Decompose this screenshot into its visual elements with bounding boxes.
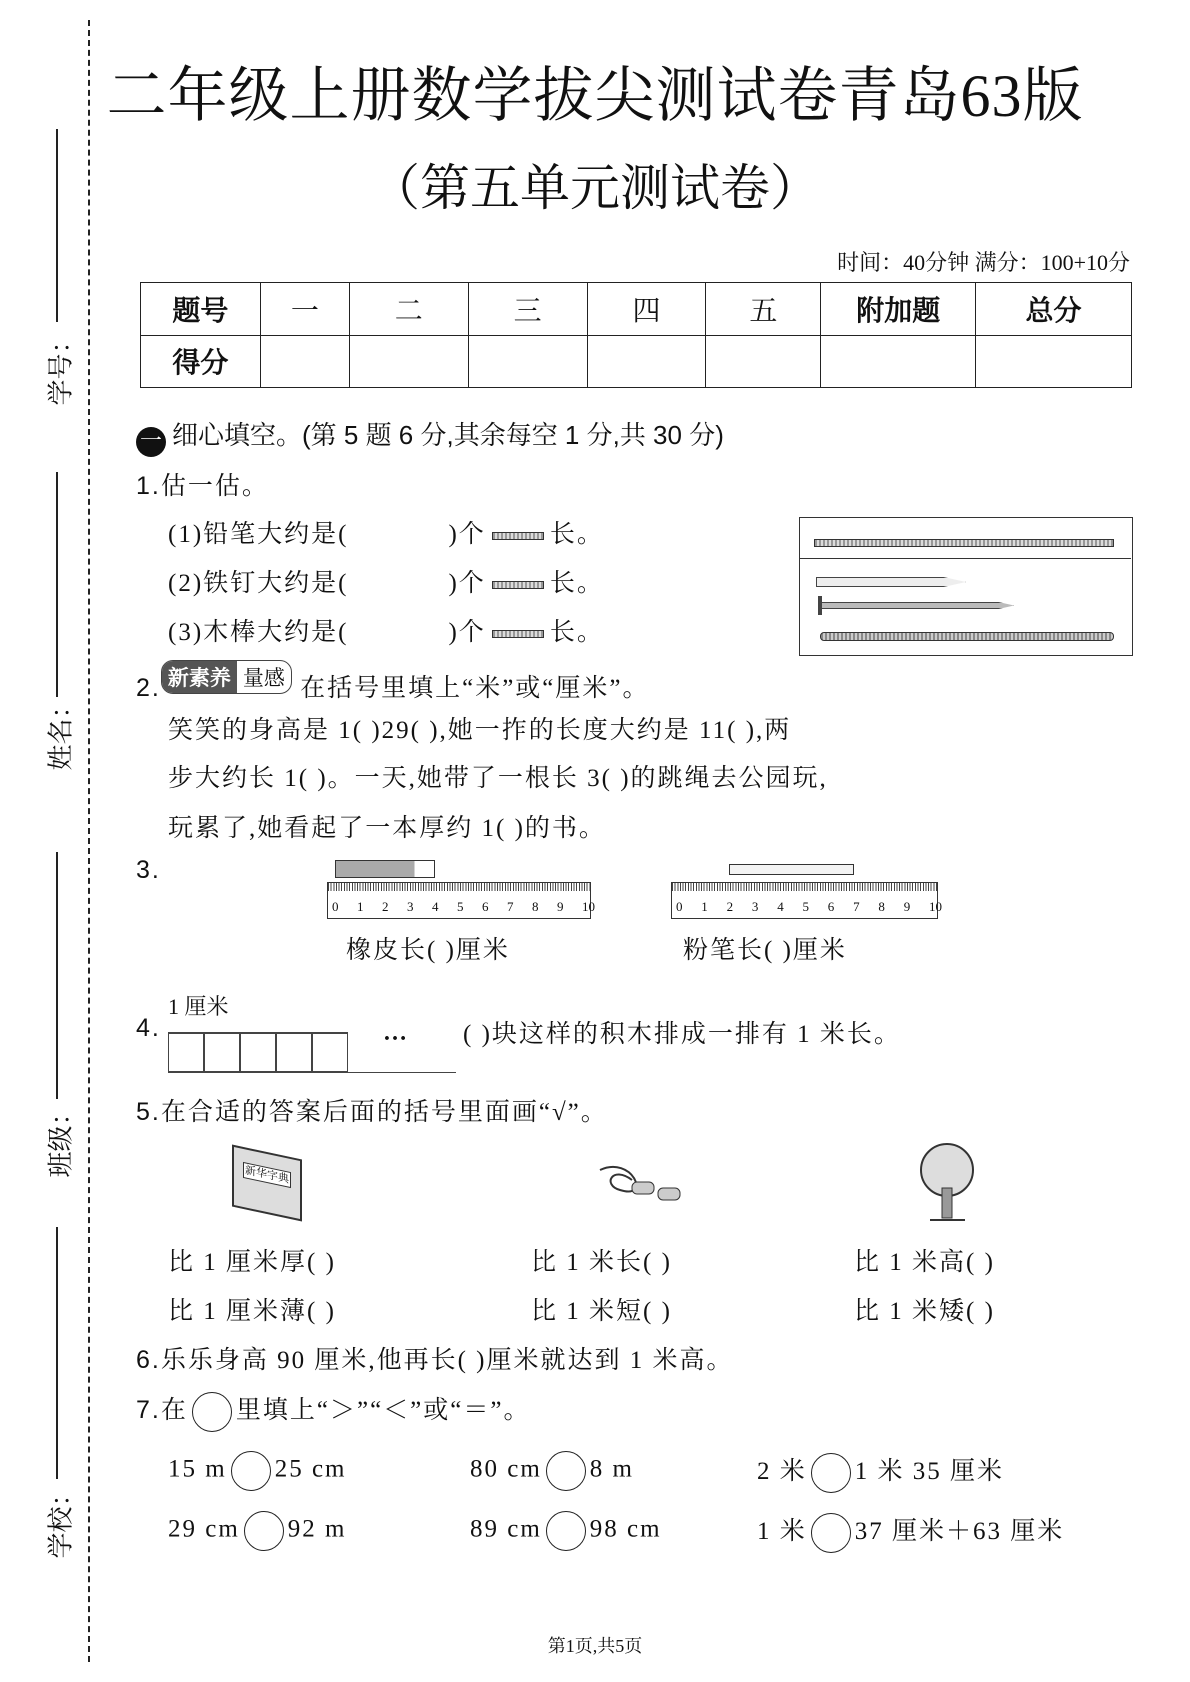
ruler-tick-label: 1 xyxy=(357,899,364,914)
q6 xyxy=(136,1340,734,1376)
q1-item-end: 长。 xyxy=(549,570,604,597)
answer-circle[interactable] xyxy=(244,1511,284,1551)
binding-dotted-line xyxy=(88,20,90,1662)
q2-line: 笑笑的身高是 1( )29( ),她一拃的长度大约是 11( ),两 xyxy=(168,717,792,744)
ruler-tick-label: 5 xyxy=(457,899,464,914)
q1-item-end: 长。 xyxy=(549,619,604,646)
option-taller-1m[interactable]: 比 1 米高( ) xyxy=(854,1249,995,1276)
q1-item-unit: )个 xyxy=(448,521,486,548)
option-thicker-1cm[interactable]: 比 1 厘米厚( ) xyxy=(168,1249,336,1276)
stick-icon xyxy=(492,581,544,589)
chalk-icon xyxy=(729,864,854,875)
header-cell: 一 xyxy=(260,283,349,336)
q1-heading xyxy=(136,466,269,502)
dictionary-title: 新华字典 xyxy=(243,1162,291,1188)
ruler-tick-label: 10 xyxy=(582,899,595,914)
school-label: 学校： xyxy=(45,1480,76,1559)
section-heading xyxy=(136,415,724,457)
time-info: 时间：40分钟 满分：100+10分 xyxy=(837,250,1130,275)
q5-text: 在合适的答案后面的括号里面画“√”。 xyxy=(160,1099,608,1126)
comparison-item xyxy=(168,1511,347,1551)
chalk-length: 粉笔长( )厘米 xyxy=(683,937,847,964)
answer-circle[interactable] xyxy=(811,1453,851,1493)
name-underline xyxy=(56,472,58,697)
option-thinner-1cm[interactable]: 比 1 厘米薄( ) xyxy=(168,1298,336,1325)
left-value: 2 米 xyxy=(757,1458,807,1485)
q2-text: 在括号里填上“米”或“厘米”。 xyxy=(300,675,650,702)
option-lower-1m[interactable]: 比 1 米矮( ) xyxy=(854,1298,995,1325)
ruler xyxy=(671,882,942,919)
left-value: 80 cm xyxy=(470,1455,542,1483)
comparison-item xyxy=(757,1511,1064,1553)
q7-text-pre: 在 xyxy=(160,1397,188,1424)
ruler-tick-label: 7 xyxy=(853,899,860,914)
name-label: 姓名： xyxy=(45,692,76,771)
right-value: 1 米 35 厘米 xyxy=(854,1458,1005,1485)
q1-item-unit: )个 xyxy=(448,570,486,597)
pencil-icon xyxy=(816,577,966,587)
answer-circle[interactable] xyxy=(231,1451,271,1491)
q6-number: 6. xyxy=(136,1346,161,1374)
right-value: 98 cm xyxy=(589,1515,662,1543)
class-underline xyxy=(56,852,58,1099)
q7-heading xyxy=(136,1390,530,1432)
right-value: 25 cm xyxy=(274,1455,347,1483)
q3-number: 3. xyxy=(136,856,161,884)
divider xyxy=(800,558,1131,559)
badge-category: 量感 xyxy=(242,667,285,690)
q6-text: 乐乐身高 90 厘米,他再长( )厘米就达到 1 米高。 xyxy=(160,1347,734,1374)
q1-number: 1. xyxy=(136,472,161,500)
class-label: 班级： xyxy=(45,1099,76,1178)
score-cell[interactable] xyxy=(587,335,706,388)
dictionary-icon xyxy=(232,1145,302,1222)
score-table xyxy=(140,282,1132,388)
ruler-tick-label: 0 xyxy=(676,899,683,914)
right-value: 92 m xyxy=(287,1515,347,1543)
left-value: 1 米 xyxy=(757,1518,807,1545)
q2-line: 步大约长 1( )。一天,她带了一根长 3( )的跳绳去公园玩, xyxy=(168,765,828,792)
right-value: 37 厘米＋63 厘米 xyxy=(854,1518,1065,1545)
stick-icon xyxy=(492,532,544,540)
eraser-length: 橡皮长( )厘米 xyxy=(346,937,510,964)
score-cell[interactable] xyxy=(976,335,1132,388)
q5-heading xyxy=(136,1092,608,1128)
ruler-tick-label: 0 xyxy=(332,899,339,914)
table-row xyxy=(141,283,1132,336)
header-cell: 总分 xyxy=(976,283,1132,336)
circle-icon xyxy=(192,1392,232,1432)
section-number-badge: 一 xyxy=(136,427,166,457)
tree-icon xyxy=(910,1140,985,1225)
header-cell: 题号 xyxy=(141,283,261,336)
comparison-item xyxy=(470,1451,634,1491)
comparison-item xyxy=(168,1451,347,1491)
score-cell[interactable] xyxy=(821,335,976,388)
ruler-tick-label: 7 xyxy=(507,899,514,914)
ruler-tick-label: 6 xyxy=(482,899,489,914)
ruler-tick-label: 9 xyxy=(557,899,564,914)
comparison-item xyxy=(757,1451,1004,1493)
header-cell: 三 xyxy=(468,283,587,336)
nail-icon xyxy=(820,602,1014,609)
q1-item-end: 长。 xyxy=(549,521,604,548)
cube-block xyxy=(240,1032,276,1072)
score-cell[interactable] xyxy=(706,335,821,388)
option-shorter-1m[interactable]: 比 1 米短( ) xyxy=(531,1298,672,1325)
q1-item-text: (1)铅笔大约是( xyxy=(168,521,349,548)
q1-item-text: (3)木棒大约是( xyxy=(168,619,349,646)
score-cell[interactable] xyxy=(349,335,468,388)
nail-head-icon xyxy=(818,596,822,615)
cube-block xyxy=(276,1032,312,1072)
q1-text: 估一估。 xyxy=(160,473,269,500)
badge-label: 新素养 xyxy=(162,661,237,693)
ruler-tick-label: 6 xyxy=(827,899,835,914)
ruler-tick-label: 3 xyxy=(407,899,414,914)
q1-picture-box xyxy=(799,517,1133,656)
q5-number: 5. xyxy=(136,1098,161,1126)
q2-line: 玩累了,她看起了一本厚约 1( )的书。 xyxy=(168,815,606,842)
header-cell: 五 xyxy=(706,283,821,336)
ruler-tick-label: 8 xyxy=(532,899,539,914)
cube-block xyxy=(168,1032,204,1072)
stick-row-icon xyxy=(814,539,1114,547)
q4-text: ( )块这样的积木排成一排有 1 米长。 xyxy=(463,1021,901,1048)
answer-circle[interactable] xyxy=(546,1511,586,1551)
left-value: 29 cm xyxy=(168,1515,240,1543)
literacy-badge xyxy=(161,660,292,694)
student-id-label: 学号： xyxy=(45,327,76,406)
q1-item-text: (2)铁钉大约是( xyxy=(168,570,349,597)
baseline xyxy=(168,1072,456,1073)
jump-rope-icon xyxy=(592,1160,692,1220)
option-longer-1m[interactable]: 比 1 米长( ) xyxy=(531,1249,672,1276)
ruler-tick-label: 4 xyxy=(777,899,784,914)
ruler-tick-label: 3 xyxy=(751,899,759,914)
ruler-tick-label: 10 xyxy=(929,899,942,914)
cube-block xyxy=(204,1032,240,1072)
stick-icon xyxy=(492,630,544,638)
q2-heading xyxy=(136,660,650,704)
q7-number: 7. xyxy=(136,1396,161,1424)
right-value: 8 m xyxy=(589,1455,634,1483)
q2-number: 2. xyxy=(136,674,161,702)
score-cell[interactable] xyxy=(260,335,349,388)
ruler-tick-label: 2 xyxy=(382,899,389,914)
ruler-tick-label: 5 xyxy=(802,899,809,914)
ruler xyxy=(327,882,595,919)
wooden-stick-icon xyxy=(820,632,1114,641)
left-value: 15 m xyxy=(168,1455,227,1483)
header-cell: 四 xyxy=(587,283,706,336)
q1-item xyxy=(168,563,604,599)
page-title: 二年级上册数学拔尖测试卷青岛63版 xyxy=(106,63,1084,129)
q7-text-post: 里填上“＞”“＜”或“＝”。 xyxy=(235,1397,531,1424)
q1-item-unit: )个 xyxy=(448,619,486,646)
q1-item xyxy=(168,514,604,550)
ruler-tick-label: 9 xyxy=(903,899,911,914)
ellipsis: … xyxy=(383,1020,407,1046)
answer-circle[interactable] xyxy=(811,1513,851,1553)
ruler-tick-label: 2 xyxy=(726,899,734,914)
row-label: 得分 xyxy=(141,335,261,388)
table-row xyxy=(141,335,1132,388)
header-cell: 附加题 xyxy=(821,283,976,336)
cm-label: 1 厘米 xyxy=(168,994,229,1019)
cube-block xyxy=(312,1032,348,1072)
q1-item xyxy=(168,612,604,648)
score-cell[interactable] xyxy=(468,335,587,388)
answer-circle[interactable] xyxy=(546,1451,586,1491)
header-cell: 二 xyxy=(349,283,468,336)
school-underline xyxy=(56,1227,58,1479)
page-subtitle: （第五单元测试卷） xyxy=(370,160,820,216)
q4-number: 4. xyxy=(136,1014,161,1042)
section-title: 细心填空。(第 5 题 6 分,其余每空 1 分,共 30 分) xyxy=(172,420,724,450)
page-footer: 第1页,共5页 xyxy=(547,1636,643,1656)
comparison-item xyxy=(470,1511,662,1551)
ruler-tick-label: 1 xyxy=(701,899,708,914)
ruler-tick-label: 8 xyxy=(878,899,885,914)
left-value: 89 cm xyxy=(470,1515,542,1543)
eraser-icon xyxy=(335,860,435,878)
ruler-tick-label: 4 xyxy=(432,899,439,914)
